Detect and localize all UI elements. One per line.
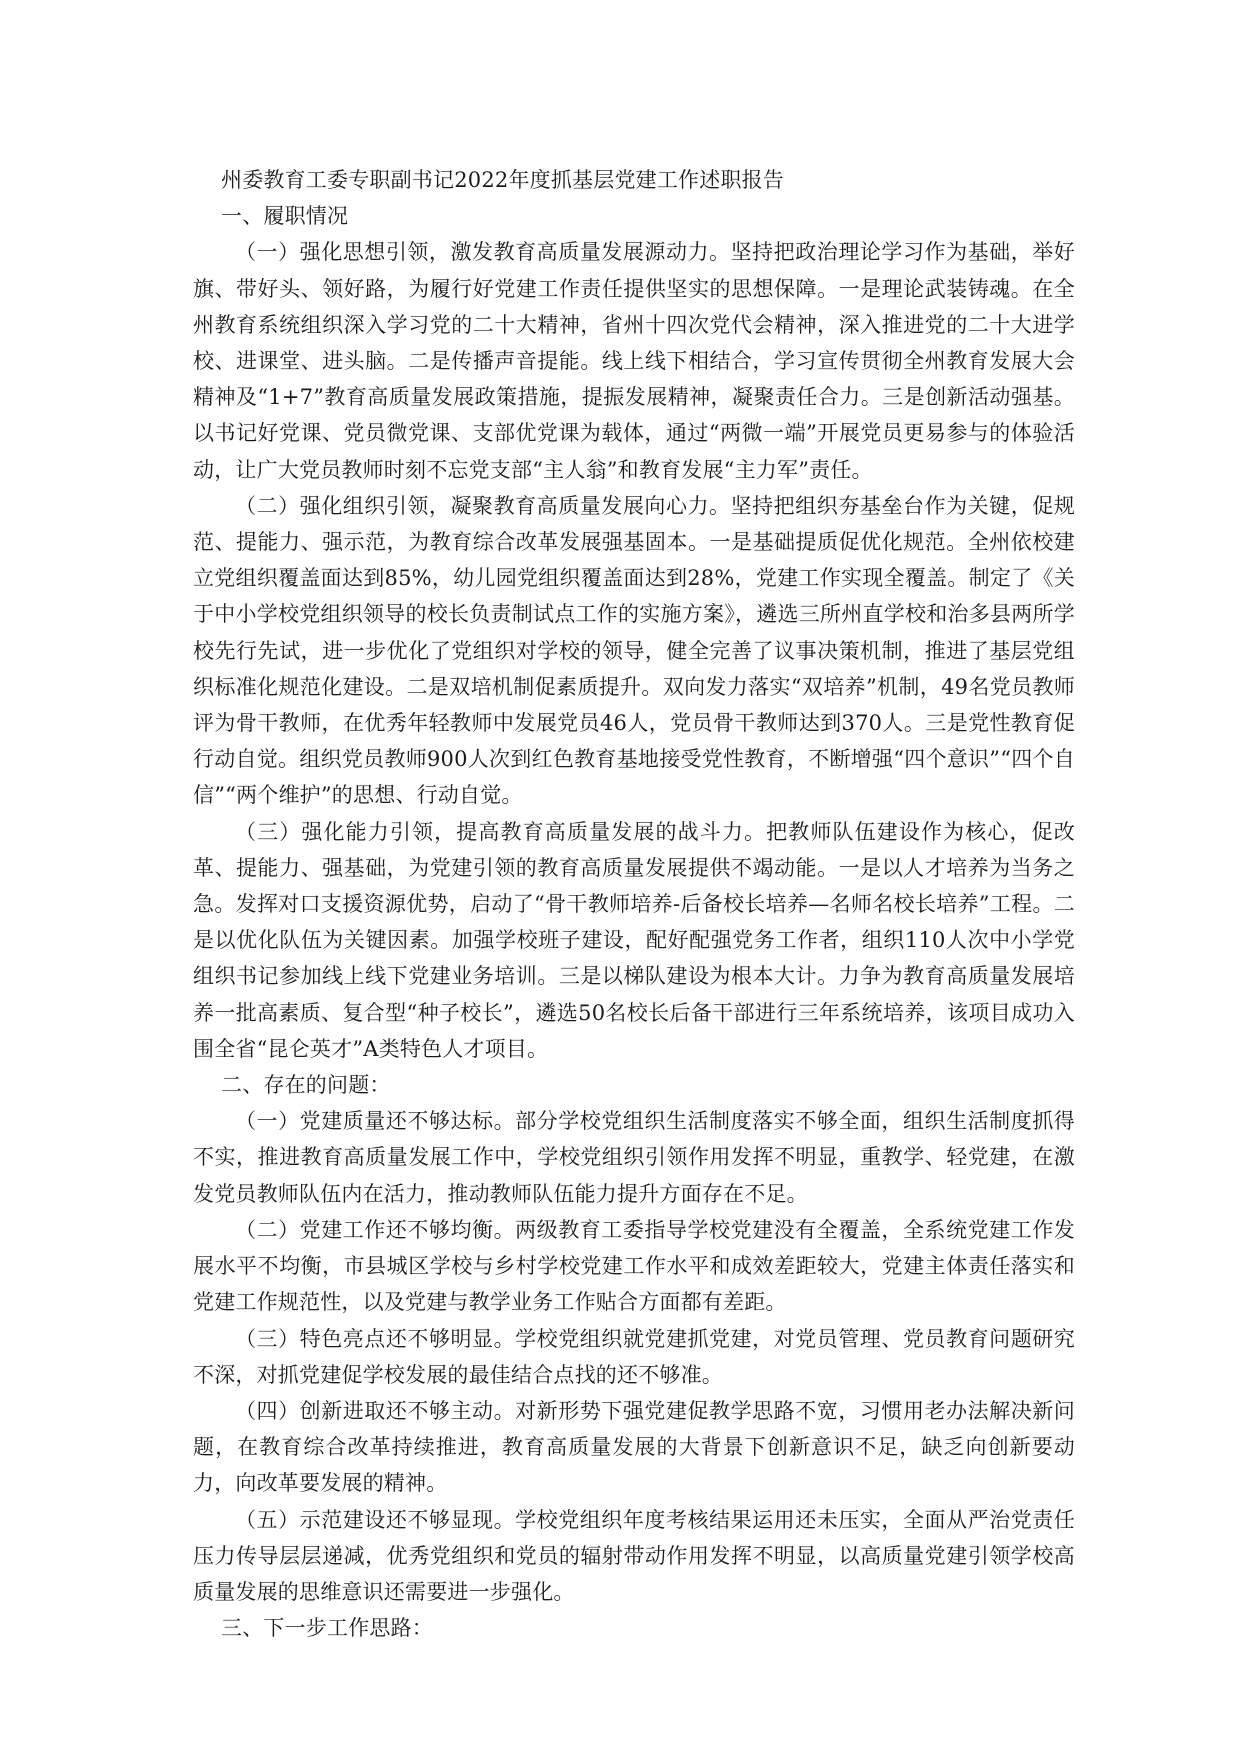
document-body [193, 162, 1075, 1646]
paragraph-problem-highlights: （三）特色亮点还不够明显。学校党组织就党建抓党建，对党员管理、党员教育问题研究不深，对抓党建促学校发展的最佳结合点找的还不够准。 [193, 1326, 1075, 1387]
paragraph-problem-innovation: （四）创新进取还不够主动。对新形势下强党建促教学思路不宽，习惯用老办法解决新问题，在教育综合改革持续推进，教育高质量发展的大背景下创新意识不足，缺乏向创新要动力，向改革要发展的精神。 [193, 1398, 1075, 1496]
section-heading-performance: 一、履职情况 [221, 204, 349, 229]
paragraph-ideological-guidance: （一）强化思想引领，激发教育高质量发展源动力。坚持把政治理论学习作为基础，举好旗、带好头、领好路，为履行好党建工作责任提供坚实的思想保障。一是理论武装铸魂。在全州教育系统组织深入学习党的二十大精神，省州十四次党代会精神，深入推进党的二十大进学校、进课堂、进头脑。二是传播声音提能。线上线下相结合，学习宣传贯彻全州教育发展大会精神及“1+7”教育高质量发展政策措施，提振发展精神，凝聚责任合力。三是创新活动强基。以书记好党课、党员微党课、支部优党课为载体，通过“两微一端”开展党员更易参与的体验活动，让广大党员教师时刻不忘党支部“主人翁”和教育发展“主力军”责任。 [193, 240, 1075, 482]
document-title: 州委教育工委专职副书记2022年度抓基层党建工作述职报告 [221, 168, 785, 192]
paragraph-capability-guidance: （三）强化能力引领，提高教育高质量发展的战斗力。把教师队伍建设作为核心，促改革、提能力、强基础，为党建引领的教育高质量发展提供不竭动能。一是以人才培养为当务之急。发挥对口支援资源优势，启动了“骨干教师培养-后备校长培养—名师名校长培养”工程。二是以优化队伍为关键因素。加强学校班子建设，配好配强党务工作者，组织110人次中小学党组织书记参加线上线下党建业务培训。三是以梯队建设为根本大计。力争为教育高质量发展培养一批高素质、复合型“种子校长”，遴选50名校长后备干部进行三年系统培养，该项目成功入围全省“昆仑英才”A类特色人才项目。 [193, 819, 1075, 1061]
paragraph-problem-demonstration: （五）示范建设还不够显现。学校党组织年度考核结果运用还未压实，全面从严治党责任压力传导层层递减，优秀党组织和党员的辐射带动作用发挥不明显，以高质量党建引领学校高质量发展的思维意识还需要进一步强化。 [193, 1507, 1075, 1604]
paragraph-problem-balance: （二）党建工作还不够均衡。两级教育工委指导学校党建没有全覆盖，全系统党建工作发展水平不均衡，市县城区学校与乡村学校党建工作水平和成效差距较大，党建主体责任落实和党建工作规范性，以及党建与教学业务工作贴合方面都有差距。 [193, 1217, 1075, 1315]
paragraph-problem-quality: （一）党建质量还不够达标。部分学校党组织生活制度落实不够全面，组织生活制度抓得不实，推进教育高质量发展工作中，学校党组织引领作用发挥不明显，重教学、轻党建，在激发党员教师队伍内在活力，推动教师队伍能力提升方面存在不足。 [193, 1109, 1075, 1206]
section-heading-next-steps: 三、下一步工作思路： [221, 1616, 433, 1641]
section-heading-problems: 二、存在的问题： [221, 1073, 391, 1098]
paragraph-organizational-guidance: （二）强化组织引领，凝聚教育高质量发展向心力。坚持把组织夯基垒台作为关键，促规范、提能力、强示范，为教育综合改革发展强基固本。一是基础提质促优化规范。全州依校建立党组织覆盖面达到85%，幼儿园党组织覆盖面达到28%，党建工作实现全覆盖。制定了《关于中小学校党组织领导的校长负责制试点工作的实施方案》，遴选三所州直学校和治多县两所学校先行先试，进一步优化了党组织对学校的领导，健全完善了议事决策机制，推进了基层党组织标准化规范化建设。二是双培机制促素质提升。双向发力落实“双培养”机制，49名党员教师评为骨干教师，在优秀年轻教师中发展党员46人，党员骨干教师达到370人。三是党性教育促行动自觉。组织党员教师900人次到红色教育基地接受党性教育，不断增强“四个意识”“四个自信”“两个维护”的思想、行动自觉。 [193, 493, 1075, 808]
